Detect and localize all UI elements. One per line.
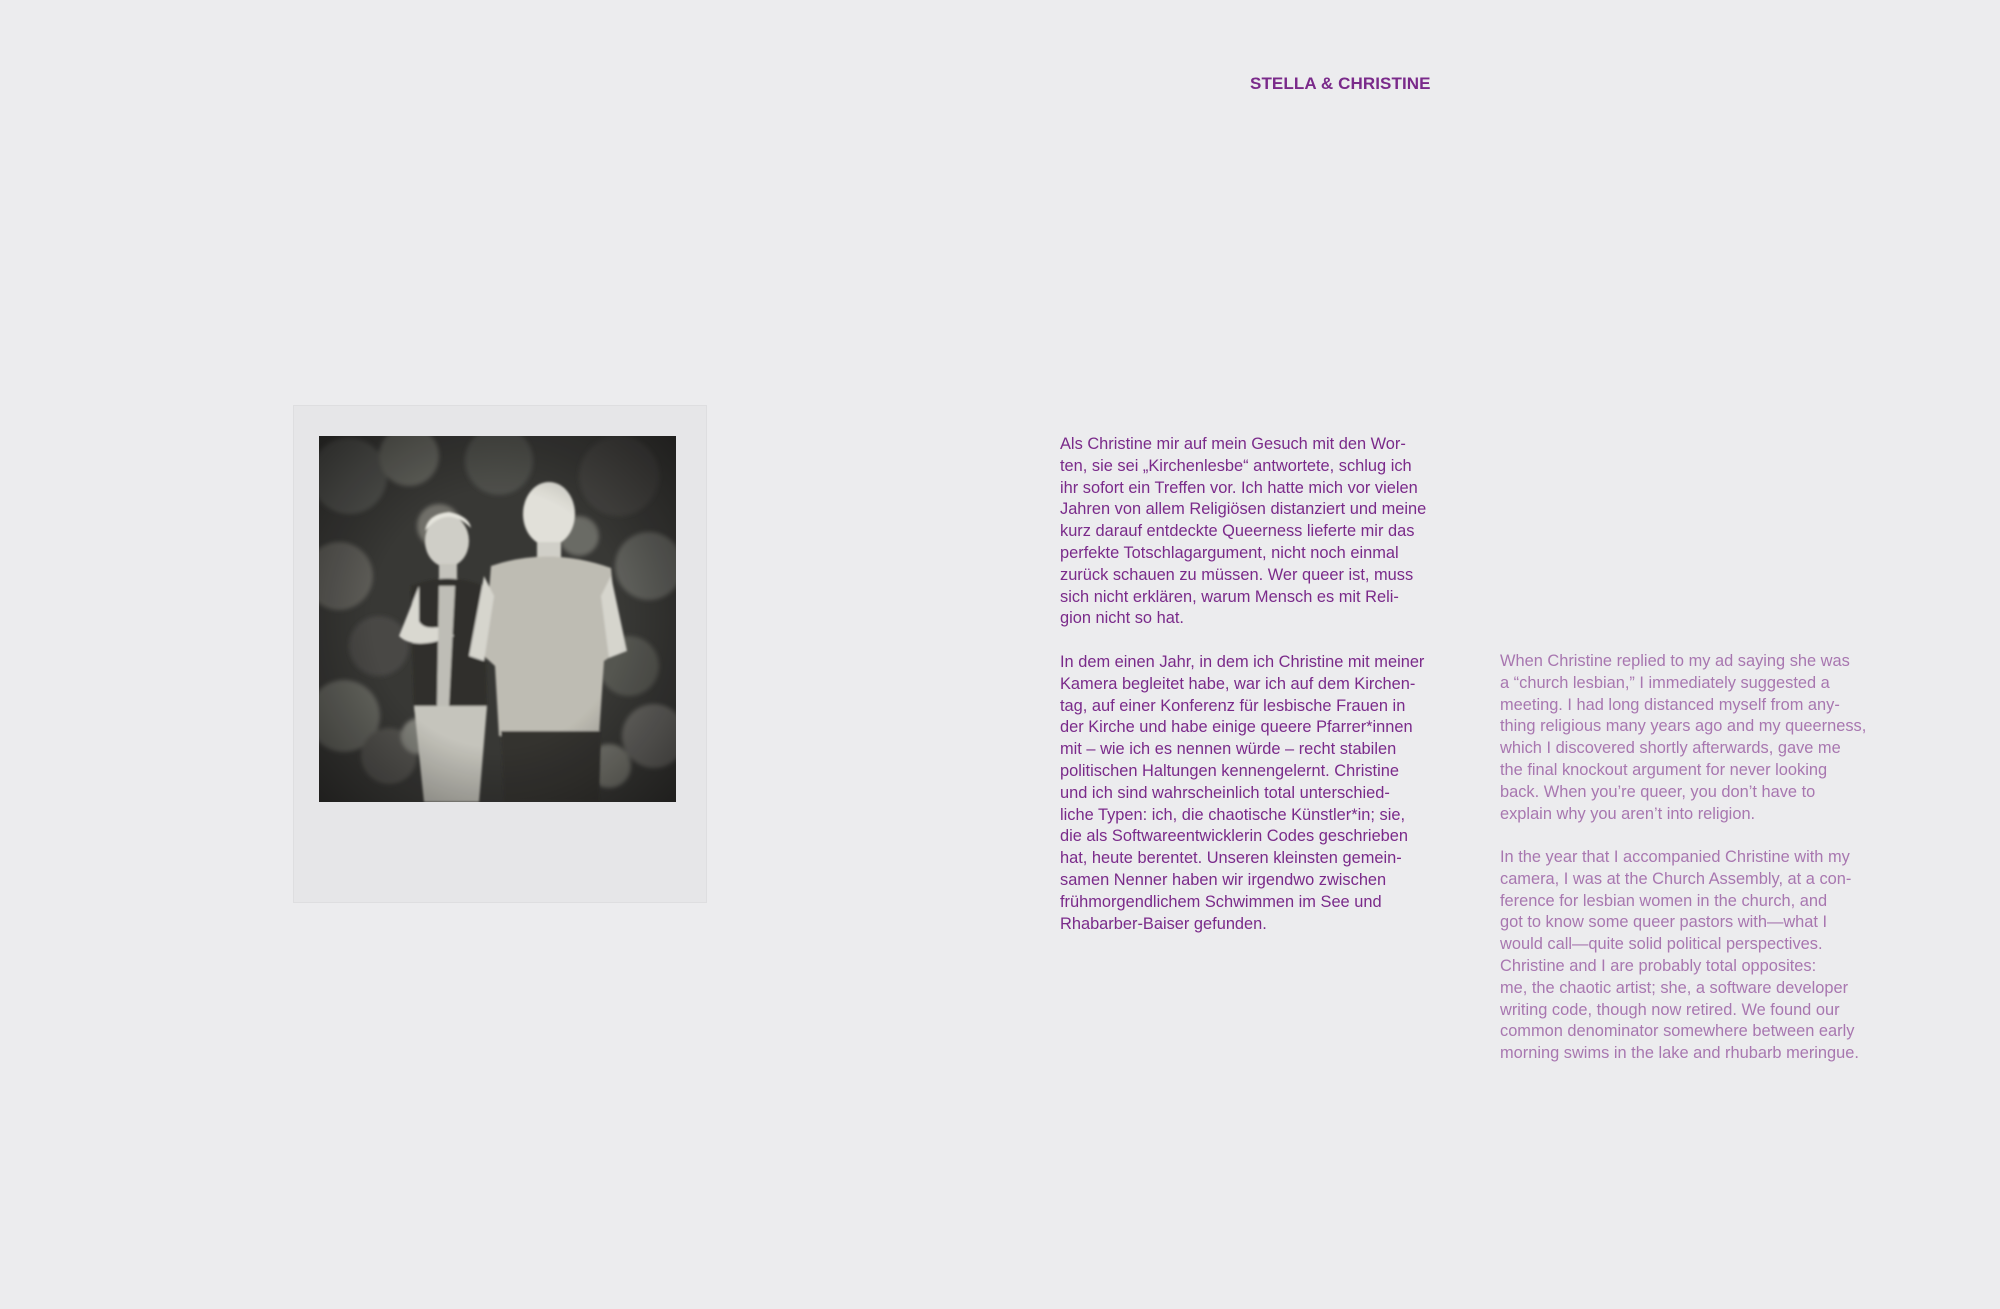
text-line: thing religious many years ago and my queerness, — [1500, 717, 1867, 736]
text-line: a “church lesbian,” I immediately suggested a — [1500, 673, 1830, 692]
text-line: ten, sie sei „Kirchenlesbe“ antwortete, schlug ich — [1060, 456, 1412, 475]
text-line: morning swims in the lake and rhubarb meringue. — [1500, 1044, 1859, 1063]
text-line: die als Softwareentwicklerin Codes geschrieben — [1060, 827, 1409, 846]
text-line: ihr sofort ein Treffen vor. Ich hatte mich vor vielen — [1060, 478, 1418, 497]
text-line: kurz darauf entdeckte Queerness lieferte mir das — [1060, 522, 1415, 541]
text-line: und ich sind wahrscheinlich total unterschied- — [1060, 783, 1390, 802]
text-line: When Christine replied to my ad saying she was — [1500, 652, 1850, 670]
portrait-photo — [319, 436, 676, 802]
text-line: common denominator somewhere between early — [1500, 1022, 1855, 1041]
text-line: der Kirche und habe einige queere Pfarrer*innen — [1060, 718, 1413, 737]
text-line: me, the chaotic artist; she, a software developer — [1500, 978, 1849, 997]
text-line: meeting. I had long distanced myself from any- — [1500, 695, 1840, 714]
text-line: In the year that I accompanied Christine with my — [1500, 848, 1850, 866]
text-line: perfekte Totschlagargument, nicht noch einmal — [1060, 543, 1399, 562]
text-line: politischen Haltungen kennengelernt. Christine — [1060, 761, 1399, 780]
text-line: Kamera begleitet habe, war ich auf dem Kirchen- — [1060, 674, 1416, 693]
polaroid-frame — [294, 406, 706, 902]
text-line: gion nicht so hat. — [1060, 609, 1184, 628]
text-line: Rhabarber-Baiser gefunden. — [1060, 914, 1267, 933]
text-line: mit – wie ich es nennen würde – recht stabilen — [1060, 740, 1397, 759]
english-paragraph-1 — [1500, 651, 1940, 825]
text-line: ference for lesbian women in the church, and — [1500, 891, 1828, 910]
text-line: tag, auf einer Konferenz für lesbische Frauen in — [1060, 696, 1406, 715]
text-line: the final knockout argument for never looking — [1500, 760, 1828, 779]
english-paragraph-2 — [1500, 847, 1940, 1065]
text-line: In dem einen Jahr, in dem ich Christine mit meiner — [1060, 653, 1425, 671]
text-line: Jahren von allem Religiösen distanziert und meine — [1060, 500, 1427, 519]
german-paragraph-1 — [1060, 434, 1500, 630]
text-line: explain why you aren’t into religion. — [1500, 804, 1756, 823]
text-line: hat, heute berentet. Unseren kleinsten gemein- — [1060, 849, 1402, 868]
text-line: Christine and I are probably total opposites: — [1500, 956, 1817, 975]
text-line: would call—quite solid political perspectives. — [1500, 935, 1823, 954]
text-line: samen Nenner haben wir irgendwo zwischen — [1060, 870, 1387, 889]
photo-illustration — [319, 436, 676, 802]
text-line: back. When you’re queer, you don’t have to — [1500, 782, 1816, 801]
text-line: camera, I was at the Church Assembly, at a con- — [1500, 869, 1852, 888]
text-line: Als Christine mir auf mein Gesuch mit den Wor- — [1060, 435, 1406, 453]
text-line: which I discovered shortly afterwards, gave me — [1500, 739, 1841, 758]
german-paragraph-2 — [1060, 652, 1500, 935]
text-line: sich nicht erklären, warum Mensch es mit Reli- — [1060, 587, 1399, 606]
text-line: frühmorgendlichem Schwimmen im See und — [1060, 892, 1382, 911]
text-line: writing code, though now retired. We found our — [1500, 1000, 1840, 1019]
text-line: liche Typen: ich, die chaotische Künstler*in; sie, — [1060, 805, 1406, 824]
text-line: zurück schauen zu müssen. Wer queer ist, muss — [1060, 565, 1414, 584]
page-title: STELLA & CHRISTINE — [1250, 74, 1431, 93]
text-line: got to know some queer pastors with—what I — [1500, 913, 1828, 932]
